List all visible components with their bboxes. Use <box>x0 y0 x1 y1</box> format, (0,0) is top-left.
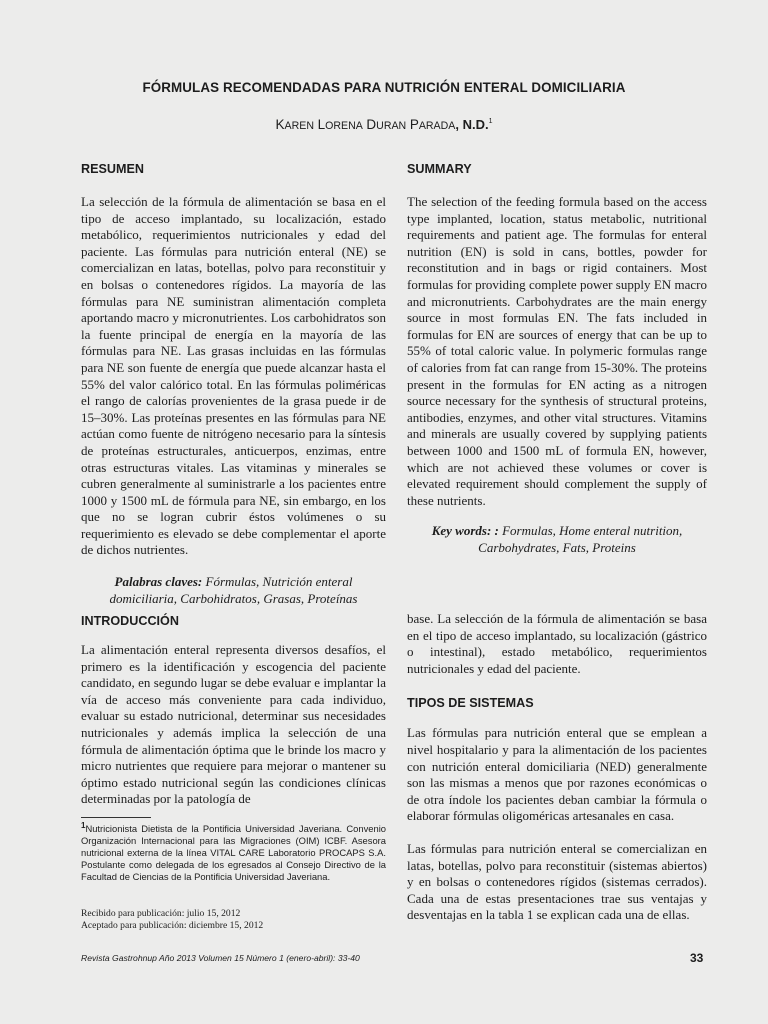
summary-heading: SUMMARY <box>407 162 472 176</box>
resumen-keywords-line2: domiciliaria, Carbohidratos, Grasas, Proteínas <box>109 590 358 606</box>
journal-footer: Revista Gastrohnup Año 2013 Volumen 15 Número 1 (enero-abril): 33-40 <box>81 953 360 963</box>
introduccion-section <box>81 614 386 808</box>
summary-text: The selection of the feeding formula based on the access type implanted, location, status metabolic, nutritional requirements and patient age. The formulas for enteral nutrition (EN) is sold in cans, bottles, powder for reconstitution and in bags or rigid containers. Most formulas for providing complete power supply EN macro and micronutrients. Carbohydrates are the main energy source in most formulas EN. The fats included in formulas for EN are sources of energy that can be up to 55% of total caloric value. In polymeric formulas range of calories from fat can range from 15-30%. The proteins present in the formulas for EN acting as a nitrogen source necessary for the synthesis of structural proteins, antibodies, enzymes, and other vital structures. Vitamins and minerals are usually covered by supplying patients between 1000 and 1500 mL of formula EN, however, which are not achieved these volumes or cover is elevated requirement should complement the supply of these nutrients. <box>407 194 707 508</box>
introduccion-continuation: base. La selección de la fórmula de alimentación se basa en el tipo de acceso implantado, su localización (gástrico o intestinal), estado metabólico, requerimientos nutricionales y edad del paciente. <box>407 611 707 676</box>
summary-keywords-line1: Formulas, Home enteral nutrition, <box>498 523 683 539</box>
author-footnote-mark: 1 <box>488 118 493 125</box>
tipos-heading: TIPOS DE SISTEMAS <box>407 696 534 711</box>
author-third-initial: D <box>366 117 377 132</box>
author-fourth-initial: P <box>409 117 419 132</box>
introduccion-continuation-block <box>407 611 707 924</box>
resumen-keywords-line1: Fórmulas, Nutrición enteral <box>202 574 353 590</box>
author-line <box>60 117 708 132</box>
page-number: 33 <box>690 951 704 965</box>
resumen-keywords-label: Palabras claves: <box>114 574 203 590</box>
tipos-para2: Las fórmulas para nutrición enteral se comercializan en latas, botellas, polvo para reconstituir (sistemas abiertos) y en bolsas o contenedores rígidos (sistemas cerrados). Cada una de estas presentaciones trae sus ventajas y desventajas en la tabla 1 se explican cada una de ellas. <box>407 840 707 923</box>
author-degree: , N.D. <box>455 117 489 132</box>
introduccion-heading: INTRODUCCIÓN <box>81 614 179 628</box>
author-first-rest: AREN <box>284 120 314 132</box>
footnote-mark: 1 <box>81 821 86 830</box>
resumen-keywords <box>81 574 386 607</box>
introduccion-text: La alimentación enteral representa diversos desafíos, el primero es la identificación y escogencia del paciente candidato, en segundo lugar se debe evaluar e implantar la vía de acceso más conveniente para cada individuo, evaluar su estado nutricional, determinar sus necesidades nutricionales y además implica la selección de una fórmula de alimentación óptima que le brinde los macro y micro nutrientes que requiere para mejorar o mantener su óptimo estado nutricional según las condiciones clínicas determinadas por la patología de <box>81 642 386 807</box>
footnote-text: Nutricionista Dietista de la Pontificia Universidad Javeriana. Convenio Organización Internacional para las Migraciones (OIM) ICBF. Asesora nutricional externa de la línea VITAL CARE Laboratorio PROCAPS S.A. Postulante como delegada de los egresados al Consejo Directivo de la Facultad de Ciencias de la Pontificia Universidad Javeriana. <box>81 823 386 883</box>
author-third-rest: URAN <box>376 120 407 132</box>
resumen-text: La selección de la fórmula de alimentación se basa en el tipo de acceso implantado, su localización, estado metabólico, requerimientos nutricionales y edad del paciente. Las fórmulas para nutrición enteral (NE) se comercializan en latas, botellas, polvo para reconstituir y en bolsas o contenedores rígidos. La mayoría de las fórmulas para NE suministran alimentación completa aportando macro y micronutrientes. Los carbohidratos son la fuente principal de energía en la mayoría de las fórmulas para NE. Las grasas incluidas en las fórmulas para NE son fuente de energía que puede alcanzar hasta el 55% del valor calórico total. En las fórmulas poliméricas el rango de calorías provenientes de la grasa puede ir de 15–30%. Las proteínas presentes en las fórmulas para NE actúan como fuente de nitrógeno necesario para la síntesis de proteínas estructurales, anticuerpos, enzimas, entre otras estructuras vitales. Las vitaminas y minerales se cubren generalmente al suministrarle a los pacientes entre 1000 y 1500 mL de fórmula para NE, sin embargo, en los que no se logran cubrir éstos volúmenes o su requerimiento es elevado se debe complementar el aporte de dichos nutrientes. <box>81 194 386 558</box>
author-fourth-rest: ARADA <box>418 120 456 132</box>
author-second-rest: ORENA <box>325 120 363 132</box>
article-title: FÓRMULAS RECOMENDADAS PARA NUTRICIÓN ENTERAL DOMICILIARIA <box>142 80 626 95</box>
resumen-section <box>81 162 386 607</box>
received-date: Recibido para publicación: julio 15, 2012 <box>81 908 241 919</box>
publication-dates <box>81 908 263 933</box>
summary-keywords-label: Key words: : <box>431 523 499 539</box>
summary-keywords <box>407 523 707 556</box>
footnote-rule <box>81 817 151 818</box>
footnote <box>81 820 386 883</box>
resumen-heading: RESUMEN <box>81 162 144 176</box>
summary-section <box>407 162 707 556</box>
tipos-para1: Las fórmulas para nutrición enteral que se emplean a nivel hospitalario y para la alimentación de los pacientes con nutrición enteral domiciliaria (NED) generalmente son las mismas a menos que por razones económicas o de otra índole los pacientes deban cambiar la fórmula o elaborar fórmulas oligoméricas artesanales en casa. <box>407 725 707 824</box>
summary-keywords-line2: Carbohydrates, Fats, Proteins <box>478 539 636 555</box>
author-second-initial: L <box>317 117 326 132</box>
author-first-initial: K <box>275 117 285 132</box>
accepted-date: Aceptado para publicación: diciembre 15, 2012 <box>81 920 264 932</box>
